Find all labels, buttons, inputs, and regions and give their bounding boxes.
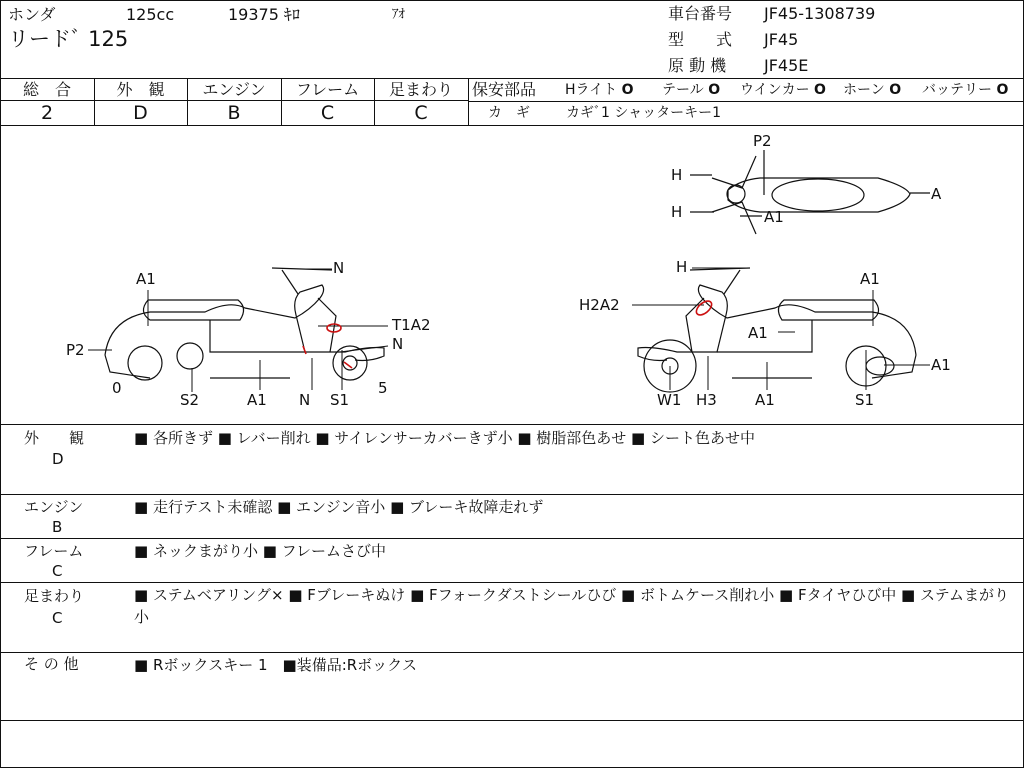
section-bottom-border	[0, 720, 1024, 768]
section-exterior-label: 外 観	[24, 429, 85, 447]
diagram-left-label: S1	[330, 391, 350, 409]
diagram-right-label: H	[676, 258, 688, 276]
scooter-diagram	[0, 126, 1024, 424]
safety-winker-mark: O	[814, 82, 826, 98]
color: ｱｵ	[392, 7, 405, 22]
diagram-top-label: H	[671, 203, 683, 221]
type-value: JF45	[764, 30, 799, 49]
key-label: カ ギ	[488, 105, 530, 121]
safety-battery-mark: O	[996, 82, 1009, 98]
grade-value-suspension: C	[414, 102, 428, 124]
damage-mark-left-step	[303, 346, 306, 354]
grade-value-frame: C	[320, 102, 335, 124]
grade-label-suspension: 足まわり	[388, 80, 453, 99]
section-frame-text: ■ ネックまがり小 ■ フレームさび中	[134, 542, 387, 560]
diagram-right-label: S1	[855, 391, 875, 409]
safety-headlight	[565, 81, 633, 99]
grade-divider-5	[468, 78, 469, 125]
section-engine-text: ■ 走行テスト未確認 ■ エンジン音小 ■ ブレーキ故障走れず	[134, 498, 544, 516]
diagram-left-label: 5	[378, 379, 388, 397]
section-frame	[0, 538, 1024, 582]
safety-row-mid	[468, 101, 1024, 102]
safety-horn-mark: O	[889, 82, 902, 98]
section-suspension	[0, 582, 1024, 652]
safety-label: 保安部品	[472, 80, 537, 99]
diagram-top-label: A	[931, 185, 942, 203]
diagram-left-label: N	[299, 391, 311, 409]
diagram-right-label: H3	[696, 391, 717, 409]
grade-value-exterior: D	[133, 102, 148, 124]
grade-label-frame: フレーム	[295, 80, 360, 99]
damage-mark-left-rear	[344, 362, 352, 368]
displacement: 125cc	[126, 5, 175, 24]
safety-battery-name: バッテリー	[922, 82, 992, 98]
safety-headlight-mark: O	[621, 82, 634, 98]
scooter-top-view	[690, 150, 930, 234]
chassis-value: JF45-1308739	[764, 4, 876, 23]
section-frame-grade: C	[52, 562, 63, 580]
section-suspension-grade: C	[52, 609, 63, 627]
key-value: カギﾞ1 シャッターキー1	[566, 105, 721, 121]
diagram-left-label: A1	[247, 391, 267, 409]
diagram-left-label: S2	[180, 391, 200, 409]
section-engine-label: エンジン	[24, 498, 84, 516]
section-engine	[0, 494, 1024, 538]
section-other-label: そ の 他	[24, 655, 79, 673]
diagram-right-label: W1	[657, 391, 682, 409]
safety-tail-name: テール	[662, 82, 704, 98]
section-exterior-grade: D	[52, 450, 64, 468]
safety-battery	[922, 81, 1008, 99]
section-suspension-label: 足まわり	[24, 587, 85, 605]
diagram-left-label: P2	[66, 341, 85, 359]
grade-label-exterior: 外 観	[116, 80, 165, 99]
maker-name: ホンダ	[8, 5, 56, 24]
grade-row-top	[0, 78, 1024, 79]
engine-value: JF45E	[764, 56, 809, 75]
diagram-right-label: A1	[860, 270, 880, 288]
section-engine-grade: B	[52, 518, 63, 536]
damage-mark-right-neck	[694, 298, 714, 317]
grade-row-mid	[0, 100, 468, 101]
mileage: 19375 ｷﾛ	[228, 5, 300, 24]
safety-horn	[843, 81, 901, 99]
grade-label-engine: エンジン	[202, 80, 266, 99]
diagram-left-label: T1A2	[392, 316, 431, 334]
section-other-text: ■ Rボックスキー 1 ■装備品:Rボックス	[134, 656, 418, 674]
safety-tail-mark: O	[708, 82, 721, 98]
section-exterior-text: ■ 各所きず ■ レバー削れ ■ サイレンサーカバーきず小 ■ 樹脂部色あせ ■ シート色あせ中	[134, 429, 756, 447]
section-exterior	[0, 424, 1024, 494]
section-suspension-text: ■ ステムベアリング× ■ Fブレーキぬけ ■ Fフォークダストシールひび ■ ボトムケース削れ小 ■ Fタイヤひび中 ■ ステムまがり小	[134, 586, 1009, 626]
safety-winker	[740, 81, 826, 99]
diagram-left-label: 0	[112, 379, 122, 397]
section-frame-label: フレーム	[24, 542, 84, 560]
type-label: 型 式	[668, 30, 733, 49]
safety-horn-name: ホーン	[843, 82, 885, 98]
diagram-left-label: A1	[136, 270, 156, 288]
diagram-right-label: A1	[755, 391, 775, 409]
grade-label-overall: 総 合	[22, 80, 71, 99]
grade-value-engine: B	[227, 102, 241, 124]
safety-headlight-name: Hライト	[565, 82, 618, 98]
diagram-top-label: H	[671, 166, 683, 184]
diagram-left-label: N	[333, 259, 345, 277]
diagram-top-label: P2	[753, 132, 772, 150]
chassis-label: 車台番号	[668, 4, 733, 23]
diagram-left-label: N	[392, 335, 404, 353]
diagram-right-label: A1	[748, 324, 768, 342]
section-other	[0, 652, 1024, 720]
engine-label: 原 動 機	[668, 56, 727, 75]
model-name: リードﾞ 125	[8, 27, 129, 51]
diagram-right-label: H2A2	[579, 296, 620, 314]
safety-winker-name: ウインカー	[740, 82, 810, 98]
diagram-top-label: A1	[764, 208, 784, 226]
grade-value-overall: 2	[40, 102, 54, 124]
diagram-right-label: A1	[931, 356, 951, 374]
safety-tail	[662, 81, 720, 99]
